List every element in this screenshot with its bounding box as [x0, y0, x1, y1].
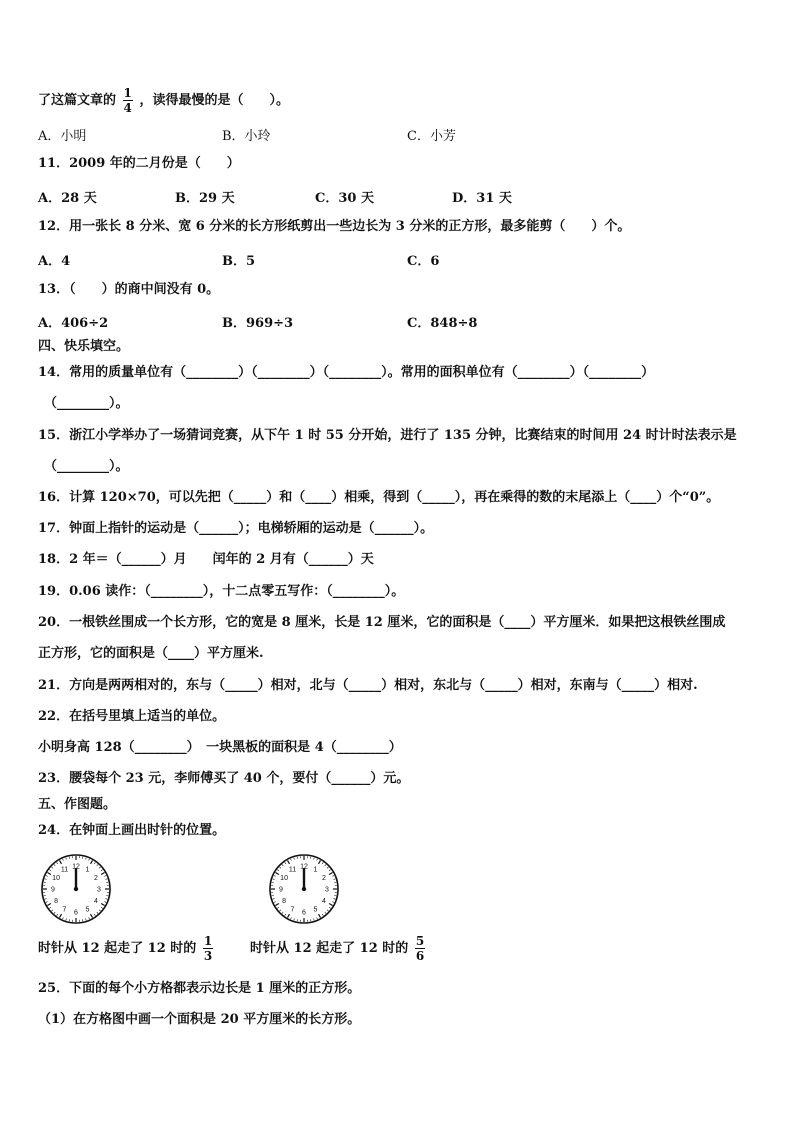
q11-option-d: D．31 天 — [452, 191, 512, 206]
fraction-denominator: 6 — [415, 949, 425, 963]
question-16: 16．计算 120×70，可以先把（_____）和（____）相乘，得到（_____），再在乘得的数的末尾添上（____）个“0”。 — [38, 490, 720, 505]
q13-option-c: C．848÷8 — [407, 316, 478, 331]
question-24: 24．在钟面上画出时针的位置。 — [38, 823, 226, 838]
intro-before: 了这篇文章的 — [38, 93, 117, 108]
q11-option-b: B．29 天 — [175, 191, 235, 206]
question-12: 12．用一张长 8 分米、宽 6 分米的长方形纸剪出一些边长为 3 分米的正方形，最多能剪（ ）个。 — [38, 219, 631, 234]
fraction-numerator: 1 — [123, 86, 132, 100]
clock-caption-1 — [38, 934, 215, 963]
q13-option-b: B．969÷3 — [222, 316, 294, 331]
section-heading-5: 五、作图题。 — [38, 797, 117, 812]
question-14-line2: （________）。 — [44, 396, 129, 411]
clock-number: 7 — [62, 906, 67, 914]
clock-center — [302, 887, 306, 891]
q11-option-c: C．30 天 — [315, 191, 374, 206]
q12-option-a: A．4 — [38, 254, 71, 269]
fraction-one-quarter — [123, 86, 133, 115]
clock-number: 6 — [302, 909, 306, 917]
caption-text: 时针从 12 起走了 12 时的 — [250, 941, 409, 956]
question-19: 19．0.06 读作：（________），十二点零五写作：（________）。 — [38, 584, 405, 599]
clock-number: 10 — [280, 875, 288, 882]
question-15-line1: 15．浙江小学举办了一场猜词竞赛，从下午 1 时 55 分开始，进行了 135 分钟，比赛结束的时间用 24 时计时法表示是 — [38, 428, 737, 443]
q11-option-a: A．28 天 — [38, 191, 97, 206]
question-22-line2: 小明身高 128（________） 一块黑板的面积是 4（________） — [38, 740, 402, 755]
clock-number: 1 — [85, 866, 90, 874]
fraction-numerator: 5 — [415, 934, 425, 948]
clock-number: 12 — [300, 863, 308, 871]
question-25-part1: （1）在方格图中画一个面积是 20 平方厘米的长方形。 — [38, 1012, 361, 1027]
clock-number: 12 — [72, 863, 80, 871]
question-23: 23．腰袋每个 23 元，李师傅买了 40 个，要付（______）元。 — [38, 771, 410, 786]
clock-number: 8 — [54, 898, 59, 905]
clock-number: 10 — [52, 875, 60, 882]
clock-face-2[interactable] — [268, 853, 340, 925]
question-25: 25．下面的每个小方格都表示边长是 1 厘米的正方形。 — [38, 981, 361, 996]
clock-center — [74, 887, 78, 891]
fraction-denominator: 4 — [123, 101, 132, 115]
clock-number: 9 — [279, 886, 283, 894]
clock-number: 1 — [313, 866, 318, 874]
q13-option-a: A．406÷2 — [38, 316, 109, 331]
question-22: 22．在括号里填上适当的单位。 — [38, 709, 226, 724]
question-18: 18．2 年＝（______）月 闰年的 2 月有（______）天 — [38, 552, 374, 567]
q12-option-b: B．5 — [222, 254, 256, 269]
clock-number: 11 — [288, 866, 297, 874]
question-13: 13．（ ）的商中间没有 0。 — [38, 282, 220, 297]
clock-face-1[interactable] — [40, 853, 112, 925]
clock-caption-2 — [250, 934, 427, 963]
clock-number: 4 — [93, 898, 98, 905]
clock-number: 2 — [321, 875, 326, 882]
clock-number: 9 — [51, 886, 55, 894]
question-21: 21．方向是两两相对的，东与（_____）相对，北与（_____）相对，东北与（_____）相对，东南与（_____）相对. — [38, 678, 698, 693]
intro-line — [38, 86, 289, 115]
clock-number: 3 — [325, 886, 329, 894]
question-20-line1: 20．一根铁丝围成一个长方形，它的宽是 8 厘米，长是 12 厘米，它的面积是（____）平方厘米．如果把这根铁丝围成 — [38, 615, 726, 630]
clock-number: 2 — [93, 875, 98, 882]
clock-number: 11 — [60, 866, 69, 874]
question-17: 17．钟面上指针的运动是（______）；电梯轿厢的运动是（______）。 — [38, 521, 434, 536]
q10-option-a: A．小明 — [38, 129, 87, 144]
question-11: 11．2009 年的二月份是（ ） — [38, 156, 240, 171]
question-20-line2: 正方形，它的面积是（____）平方厘米. — [38, 646, 264, 661]
clock-number: 4 — [321, 898, 326, 905]
fraction-one-third — [203, 934, 213, 963]
clock-number: 3 — [97, 886, 101, 894]
fraction-five-sixths — [415, 934, 425, 963]
question-15-line2: （________）。 — [44, 459, 129, 474]
fraction-denominator: 3 — [203, 949, 213, 963]
q10-option-c: C．小芳 — [407, 129, 456, 144]
clock-number: 7 — [290, 906, 295, 914]
section-heading-4: 四、快乐填空。 — [38, 339, 130, 354]
clock-number: 5 — [85, 906, 90, 914]
clock-number: 5 — [313, 906, 318, 914]
q12-option-c: C．6 — [407, 254, 440, 269]
caption-text: 时针从 12 起走了 12 时的 — [38, 941, 197, 956]
clock-number: 8 — [282, 898, 287, 905]
clock-number: 6 — [74, 909, 78, 917]
q10-option-b: B．小玲 — [222, 129, 271, 144]
fraction-numerator: 1 — [203, 934, 213, 948]
question-14-line1: 14．常用的质量单位有（________）（________）（________）。常用的面积单位有（________）（________） — [38, 365, 655, 380]
intro-after: ，读得最慢的是（ ）。 — [139, 93, 289, 108]
